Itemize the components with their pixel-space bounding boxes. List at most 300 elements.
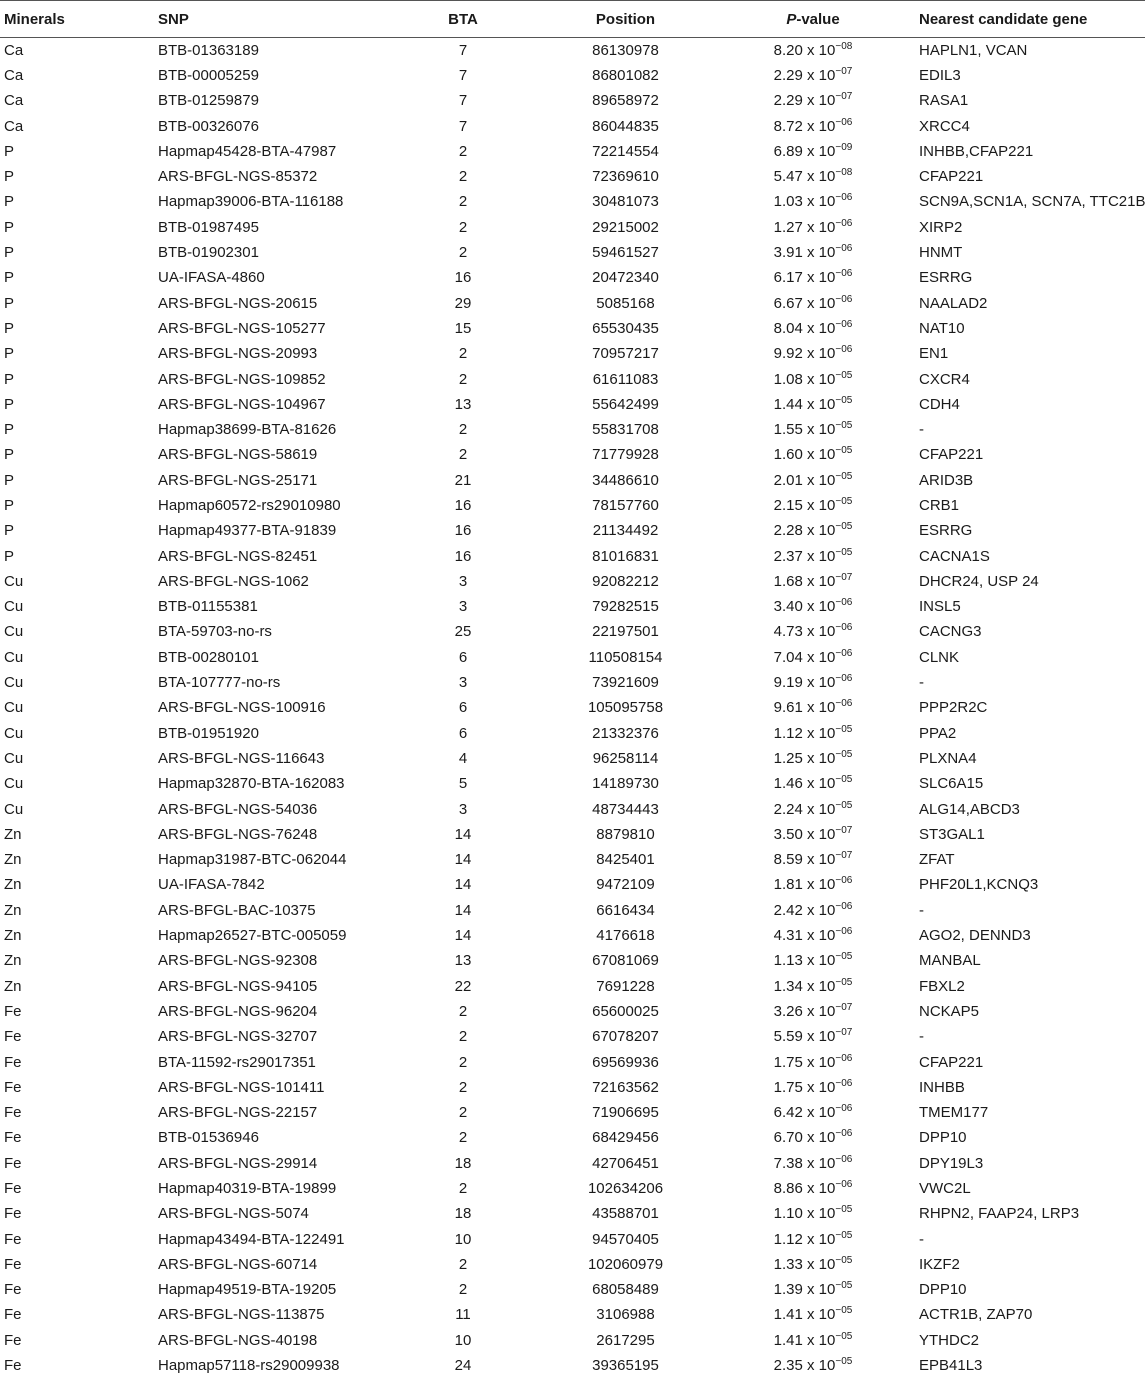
cell-pvalue xyxy=(713,1176,913,1201)
cell-snp: ARS-BFGL-NGS-92308 xyxy=(158,952,318,970)
cell-mineral: Fe xyxy=(4,1129,22,1147)
cell-position: 69569936 xyxy=(592,1053,659,1071)
cell-pvalue xyxy=(713,822,913,847)
pvalue-exponent: −05 xyxy=(835,445,853,457)
cell-position: 86044835 xyxy=(592,117,659,135)
table-row xyxy=(0,746,1145,771)
pvalue-mantissa: 1.41 x 10 xyxy=(773,1331,836,1349)
cell-snp: Hapmap31987-BTC-062044 xyxy=(158,851,347,869)
cell-bta: 2 xyxy=(458,244,468,262)
cell-bta: 13 xyxy=(454,395,472,413)
cell-snp: Hapmap49377-BTA-91839 xyxy=(158,522,337,540)
cell-position: 86130978 xyxy=(592,41,659,59)
pvalue-mantissa: 2.29 x 10 xyxy=(773,92,836,110)
cell-bta: 10 xyxy=(454,1331,472,1349)
cell-mineral: Cu xyxy=(4,749,24,767)
cell-pvalue xyxy=(713,290,913,315)
cell-mineral: Cu xyxy=(4,674,24,692)
pvalue-mantissa: 1.13 x 10 xyxy=(773,952,836,970)
cell-gene: ESRRG xyxy=(919,269,973,287)
pvalue-exponent: −05 xyxy=(835,420,853,432)
pvalue-exponent: −06 xyxy=(835,1128,853,1140)
table-row xyxy=(0,468,1145,493)
pvalue-mantissa: 1.34 x 10 xyxy=(773,977,836,995)
pvalue-exponent: −05 xyxy=(835,470,853,482)
cell-pvalue xyxy=(713,1328,913,1353)
pvalue-mantissa: 1.39 x 10 xyxy=(773,1281,836,1299)
pvalue-mantissa: 2.37 x 10 xyxy=(773,547,836,565)
table-row xyxy=(0,1176,1145,1201)
cell-mineral: P xyxy=(4,294,15,312)
cell-mineral: Fe xyxy=(4,1028,22,1046)
col-header-pvalue-rest: -value xyxy=(796,10,840,28)
cell-gene: CFAP221 xyxy=(919,446,984,464)
table-row xyxy=(0,316,1145,341)
cell-snp: BTB-01363189 xyxy=(158,41,259,59)
cell-pvalue xyxy=(713,366,913,391)
cell-mineral: Ca xyxy=(4,117,24,135)
cell-gene: DPP10 xyxy=(919,1281,967,1299)
cell-snp: ARS-BFGL-BAC-10375 xyxy=(158,901,316,919)
cell-mineral: Zn xyxy=(4,952,22,970)
cell-gene: CACNA1S xyxy=(919,547,990,565)
pvalue-exponent: −07 xyxy=(835,571,853,583)
cell-pvalue xyxy=(713,923,913,948)
cell-gene: CLNK xyxy=(919,648,960,666)
cell-gene: PPP2R2C xyxy=(919,699,988,717)
cell-pvalue xyxy=(713,1201,913,1226)
cell-pvalue xyxy=(713,215,913,240)
col-header-gene: Nearest candidate gene xyxy=(913,1,1145,38)
cell-pvalue xyxy=(713,139,913,164)
col-header-pvalue xyxy=(713,1,913,38)
cell-snp: Hapmap26527-BTC-005059 xyxy=(158,927,347,945)
cell-position: 70957217 xyxy=(592,345,659,363)
cell-gene: ESRRG xyxy=(919,522,973,540)
cell-gene: CXCR4 xyxy=(919,370,970,388)
cell-position: 8879810 xyxy=(596,825,655,843)
pvalue-exponent: −06 xyxy=(835,673,853,685)
pvalue-mantissa: 6.70 x 10 xyxy=(773,1129,836,1147)
table-row xyxy=(0,670,1145,695)
cell-bta: 16 xyxy=(454,522,472,540)
cell-position: 67078207 xyxy=(592,1028,659,1046)
pvalue-mantissa: 1.27 x 10 xyxy=(773,218,836,236)
cell-pvalue xyxy=(713,38,913,63)
table-row xyxy=(0,1151,1145,1176)
cell-gene: ACTR1B, ZAP70 xyxy=(919,1306,1033,1324)
cell-mineral: Fe xyxy=(4,1306,22,1324)
pvalue-exponent: −06 xyxy=(835,1077,853,1089)
cell-pvalue xyxy=(713,63,913,88)
cell-snp: ARS-BFGL-NGS-58619 xyxy=(158,446,318,464)
cell-position: 65600025 xyxy=(592,1002,659,1020)
pvalue-exponent: −06 xyxy=(835,268,853,280)
pvalue-exponent: −06 xyxy=(835,243,853,255)
cell-pvalue xyxy=(713,1151,913,1176)
pvalue-mantissa: 8.04 x 10 xyxy=(773,319,836,337)
cell-bta: 3 xyxy=(458,572,468,590)
cell-mineral: Ca xyxy=(4,66,24,84)
table-row xyxy=(0,290,1145,315)
cell-pvalue xyxy=(713,796,913,821)
pvalue-mantissa: 2.42 x 10 xyxy=(773,901,836,919)
pvalue-mantissa: 3.40 x 10 xyxy=(773,598,836,616)
pvalue-mantissa: 2.01 x 10 xyxy=(773,471,836,489)
cell-pvalue xyxy=(713,619,913,644)
cell-position: 3106988 xyxy=(596,1306,655,1324)
cell-position: 34486610 xyxy=(592,471,659,489)
cell-bta: 2 xyxy=(458,1255,468,1273)
cell-mineral: P xyxy=(4,168,15,186)
cell-snp: BTB-01951920 xyxy=(158,724,259,742)
cell-pvalue xyxy=(713,645,913,670)
cell-gene: - xyxy=(919,1230,924,1248)
cell-position: 14189730 xyxy=(592,775,659,793)
pvalue-mantissa: 6.89 x 10 xyxy=(773,142,836,160)
cell-mineral: Zn xyxy=(4,825,22,843)
cell-pvalue xyxy=(713,1302,913,1327)
cell-bta: 14 xyxy=(454,927,472,945)
pvalue-exponent: −05 xyxy=(835,369,853,381)
cell-position: 96258114 xyxy=(592,749,659,767)
pvalue-mantissa: 3.91 x 10 xyxy=(773,244,836,262)
cell-bta: 6 xyxy=(458,724,468,742)
pvalue-mantissa: 9.61 x 10 xyxy=(773,699,836,717)
cell-snp: ARS-BFGL-NGS-76248 xyxy=(158,825,318,843)
table-row xyxy=(0,1201,1145,1226)
cell-bta: 2 xyxy=(458,1281,468,1299)
cell-snp: ARS-BFGL-NGS-54036 xyxy=(158,800,318,818)
cell-pvalue xyxy=(713,1252,913,1277)
cell-mineral: Cu xyxy=(4,648,24,666)
pvalue-mantissa: 1.12 x 10 xyxy=(773,1230,836,1248)
table-row xyxy=(0,113,1145,138)
table-row xyxy=(0,999,1145,1024)
cell-gene: VWC2L xyxy=(919,1180,971,1197)
table-row xyxy=(0,518,1145,543)
cell-snp: Hapmap43494-BTA-122491 xyxy=(158,1230,345,1248)
cell-snp: ARS-BFGL-NGS-116643 xyxy=(158,749,325,767)
table-row xyxy=(0,1125,1145,1150)
pvalue-exponent: −06 xyxy=(835,293,853,305)
cell-pvalue xyxy=(713,1049,913,1074)
cell-bta: 2 xyxy=(458,1180,468,1197)
cell-mineral: P xyxy=(4,496,15,514)
cell-position: 81016831 xyxy=(592,547,659,565)
table-row xyxy=(0,392,1145,417)
table-row xyxy=(0,594,1145,619)
cell-gene: AGO2, DENND3 xyxy=(919,927,1031,945)
pvalue-exponent: −05 xyxy=(835,976,853,988)
cell-gene: IKZF2 xyxy=(919,1255,960,1273)
cell-bta: 15 xyxy=(454,319,472,337)
cell-bta: 5 xyxy=(458,775,468,793)
cell-snp: Hapmap49519-BTA-19205 xyxy=(158,1281,337,1299)
cell-mineral: Ca xyxy=(4,92,24,110)
cell-bta: 14 xyxy=(454,901,472,919)
cell-gene: ARID3B xyxy=(919,471,974,489)
cell-pvalue xyxy=(713,518,913,543)
table-row xyxy=(0,442,1145,467)
table-row xyxy=(0,948,1145,973)
cell-snp: ARS-BFGL-NGS-113875 xyxy=(158,1306,325,1324)
cell-position: 102634206 xyxy=(587,1180,664,1197)
pvalue-exponent: −05 xyxy=(835,521,853,533)
cell-mineral: Zn xyxy=(4,876,22,894)
cell-bta: 6 xyxy=(458,699,468,717)
cell-snp: BTB-00280101 xyxy=(158,648,259,666)
table-row xyxy=(0,38,1145,63)
cell-position: 72163562 xyxy=(592,1078,659,1096)
cell-mineral: Cu xyxy=(4,699,24,717)
cell-position: 94570405 xyxy=(592,1230,659,1248)
cell-pvalue xyxy=(713,898,913,923)
cell-bta: 11 xyxy=(455,1306,471,1324)
cell-gene: NCKAP5 xyxy=(919,1002,980,1020)
pvalue-exponent: −06 xyxy=(835,344,853,356)
cell-mineral: Zn xyxy=(4,851,22,869)
table-row xyxy=(0,543,1145,568)
cell-pvalue xyxy=(713,569,913,594)
pvalue-exponent: −06 xyxy=(835,926,853,938)
cell-pvalue xyxy=(713,265,913,290)
pvalue-mantissa: 1.68 x 10 xyxy=(773,572,836,590)
cell-bta: 10 xyxy=(454,1230,472,1248)
cell-gene: YTHDC2 xyxy=(919,1331,980,1349)
cell-snp: ARS-BFGL-NGS-22157 xyxy=(158,1104,318,1122)
cell-bta: 2 xyxy=(458,446,468,464)
pvalue-mantissa: 5.47 x 10 xyxy=(773,168,836,186)
cell-pvalue xyxy=(713,746,913,771)
cell-bta: 7 xyxy=(458,41,468,59)
cell-gene: EDIL3 xyxy=(919,66,961,84)
pvalue-mantissa: 1.03 x 10 xyxy=(773,193,836,211)
cell-bta: 16 xyxy=(454,547,472,565)
pvalue-mantissa: 8.86 x 10 xyxy=(773,1180,836,1197)
cell-mineral: P xyxy=(4,218,15,236)
table-row xyxy=(0,240,1145,265)
cell-position: 39365195 xyxy=(592,1357,659,1375)
cell-snp: ARS-BFGL-NGS-60714 xyxy=(158,1255,318,1273)
cell-snp: ARS-BFGL-NGS-85372 xyxy=(158,168,318,186)
pvalue-mantissa: 1.08 x 10 xyxy=(773,370,836,388)
cell-position: 21134492 xyxy=(592,522,659,540)
pvalue-mantissa: 6.67 x 10 xyxy=(773,294,836,312)
cell-pvalue xyxy=(713,1125,913,1150)
cell-mineral: Fe xyxy=(4,1281,22,1299)
pvalue-exponent: −08 xyxy=(835,167,853,179)
pvalue-exponent: −07 xyxy=(835,850,853,862)
col-header-minerals: Minerals xyxy=(0,1,154,38)
pvalue-mantissa: 9.19 x 10 xyxy=(773,674,836,692)
table-row xyxy=(0,619,1145,644)
cell-gene: DHCR24, USP 24 xyxy=(919,572,1039,590)
pvalue-mantissa: 1.33 x 10 xyxy=(773,1255,836,1273)
cell-mineral: P xyxy=(4,269,15,287)
cell-position: 105095758 xyxy=(587,699,664,717)
cell-snp: ARS-BFGL-NGS-96204 xyxy=(158,1002,318,1020)
cell-pvalue xyxy=(713,872,913,897)
table-row xyxy=(0,1353,1145,1378)
pvalue-mantissa: 8.20 x 10 xyxy=(773,41,836,59)
cell-pvalue xyxy=(713,999,913,1024)
cell-position: 4176618 xyxy=(596,927,655,945)
table-row xyxy=(0,139,1145,164)
cell-snp: BTA-11592-rs29017351 xyxy=(158,1053,316,1071)
pvalue-mantissa: 1.75 x 10 xyxy=(773,1053,836,1071)
cell-snp: ARS-BFGL-NGS-104967 xyxy=(158,395,326,413)
table-row xyxy=(0,645,1145,670)
cell-bta: 2 xyxy=(458,1053,468,1071)
cell-bta: 7 xyxy=(458,117,468,135)
cell-mineral: P xyxy=(4,345,15,363)
pvalue-mantissa: 1.44 x 10 xyxy=(773,395,836,413)
cell-bta: 2 xyxy=(458,370,468,388)
cell-gene: NAALAD2 xyxy=(919,294,988,312)
cell-mineral: P xyxy=(4,522,15,540)
cell-gene: XIRP2 xyxy=(919,218,963,236)
cell-position: 72214554 xyxy=(592,142,659,160)
cell-bta: 25 xyxy=(454,623,472,641)
pvalue-mantissa: 1.25 x 10 xyxy=(773,749,836,767)
table-row xyxy=(0,265,1145,290)
table-row xyxy=(0,822,1145,847)
pvalue-mantissa: 1.41 x 10 xyxy=(773,1306,836,1324)
cell-snp: Hapmap45428-BTA-47987 xyxy=(158,142,337,160)
cell-gene: INHBB xyxy=(919,1078,965,1096)
cell-position: 71779928 xyxy=(592,446,659,464)
cell-position: 68429456 xyxy=(592,1129,659,1147)
pvalue-exponent: −05 xyxy=(835,1204,853,1216)
cell-snp: ARS-BFGL-NGS-40198 xyxy=(158,1331,318,1349)
table-row xyxy=(0,1226,1145,1251)
pvalue-exponent: −06 xyxy=(835,1153,853,1165)
cell-mineral: P xyxy=(4,142,15,160)
cell-pvalue xyxy=(713,721,913,746)
table-row xyxy=(0,771,1145,796)
cell-mineral: Fe xyxy=(4,1002,22,1020)
table-row xyxy=(0,164,1145,189)
table-row xyxy=(0,63,1145,88)
cell-position: 7691228 xyxy=(596,977,655,995)
pvalue-mantissa: 2.28 x 10 xyxy=(773,522,836,540)
pvalue-mantissa: 1.81 x 10 xyxy=(773,876,836,894)
pvalue-mantissa: 1.60 x 10 xyxy=(773,446,836,464)
table-row xyxy=(0,1252,1145,1277)
cell-position: 61611083 xyxy=(592,370,659,388)
pvalue-mantissa: 5.59 x 10 xyxy=(773,1028,836,1046)
cell-mineral: P xyxy=(4,244,15,262)
cell-snp: BTB-01987495 xyxy=(158,218,259,236)
cell-position: 102060979 xyxy=(587,1255,664,1273)
cell-bta: 7 xyxy=(458,92,468,110)
cell-mineral: Fe xyxy=(4,1230,22,1248)
cell-bta: 14 xyxy=(454,876,472,894)
table-row xyxy=(0,1024,1145,1049)
pvalue-exponent: −06 xyxy=(835,597,853,609)
cell-pvalue xyxy=(713,1226,913,1251)
cell-bta: 24 xyxy=(454,1357,472,1375)
cell-pvalue xyxy=(713,847,913,872)
pvalue-exponent: −06 xyxy=(835,647,853,659)
table-row xyxy=(0,872,1145,897)
cell-bta: 2 xyxy=(458,1129,468,1147)
cell-bta: 2 xyxy=(458,345,468,363)
cell-mineral: P xyxy=(4,193,15,211)
pvalue-exponent: −05 xyxy=(835,951,853,963)
pvalue-mantissa: 3.50 x 10 xyxy=(773,825,836,843)
cell-bta: 16 xyxy=(454,269,472,287)
cell-mineral: P xyxy=(4,421,15,439)
pvalue-exponent: −06 xyxy=(835,1179,853,1190)
cell-snp: ARS-BFGL-NGS-109852 xyxy=(158,370,326,388)
cell-gene: SLC6A15 xyxy=(919,775,984,793)
cell-pvalue xyxy=(713,594,913,619)
cell-gene: ST3GAL1 xyxy=(919,825,985,843)
table-row xyxy=(0,88,1145,113)
cell-snp: ARS-BFGL-NGS-32707 xyxy=(158,1028,318,1046)
cell-position: 42706451 xyxy=(592,1154,659,1172)
cell-mineral: Fe xyxy=(4,1205,22,1223)
table-row xyxy=(0,1100,1145,1125)
cell-pvalue xyxy=(713,240,913,265)
cell-position: 89658972 xyxy=(592,92,659,110)
cell-bta: 2 xyxy=(458,168,468,186)
pvalue-mantissa: 3.26 x 10 xyxy=(773,1002,836,1020)
cell-gene: FBXL2 xyxy=(919,977,965,995)
cell-position: 68058489 xyxy=(592,1281,659,1299)
pvalue-mantissa: 6.17 x 10 xyxy=(773,269,836,287)
cell-position: 55831708 xyxy=(592,421,659,439)
cell-pvalue xyxy=(713,1075,913,1100)
cell-bta: 14 xyxy=(454,825,472,843)
cell-mineral: Fe xyxy=(4,1331,22,1349)
cell-mineral: P xyxy=(4,395,15,413)
cell-position: 79282515 xyxy=(592,598,659,616)
cell-snp: ARS-BFGL-NGS-100916 xyxy=(158,699,326,717)
pvalue-exponent: −05 xyxy=(835,394,853,406)
cell-pvalue xyxy=(713,442,913,467)
cell-snp: ARS-BFGL-NGS-82451 xyxy=(158,547,318,565)
cell-gene: RHPN2, FAAP24, LRP3 xyxy=(919,1205,1080,1223)
pvalue-mantissa: 8.72 x 10 xyxy=(773,117,836,135)
table-header-row xyxy=(0,1,1145,38)
cell-gene: CFAP221 xyxy=(919,1053,984,1071)
cell-position: 55642499 xyxy=(592,395,659,413)
pvalue-mantissa: 1.46 x 10 xyxy=(773,775,836,793)
cell-position: 5085168 xyxy=(596,294,655,312)
cell-gene: PLXNA4 xyxy=(919,749,977,767)
cell-gene: INSL5 xyxy=(919,598,961,616)
cell-mineral: Fe xyxy=(4,1180,22,1197)
cell-snp: ARS-BFGL-NGS-5074 xyxy=(158,1205,309,1223)
cell-mineral: Fe xyxy=(4,1255,22,1273)
cell-bta: 2 xyxy=(458,1104,468,1122)
pvalue-mantissa: 2.24 x 10 xyxy=(773,800,836,818)
table-row xyxy=(0,1302,1145,1327)
cell-mineral: Zn xyxy=(4,901,22,919)
cell-snp: BTB-01536946 xyxy=(158,1129,259,1147)
cell-bta: 2 xyxy=(458,218,468,236)
col-header-bta: BTA xyxy=(388,1,538,38)
cell-gene: NAT10 xyxy=(919,319,965,337)
cell-position: 110508154 xyxy=(588,648,663,666)
cell-bta: 2 xyxy=(458,142,468,160)
pvalue-exponent: −05 xyxy=(835,1305,853,1317)
cell-mineral: Zn xyxy=(4,977,22,995)
cell-bta: 7 xyxy=(458,66,468,84)
